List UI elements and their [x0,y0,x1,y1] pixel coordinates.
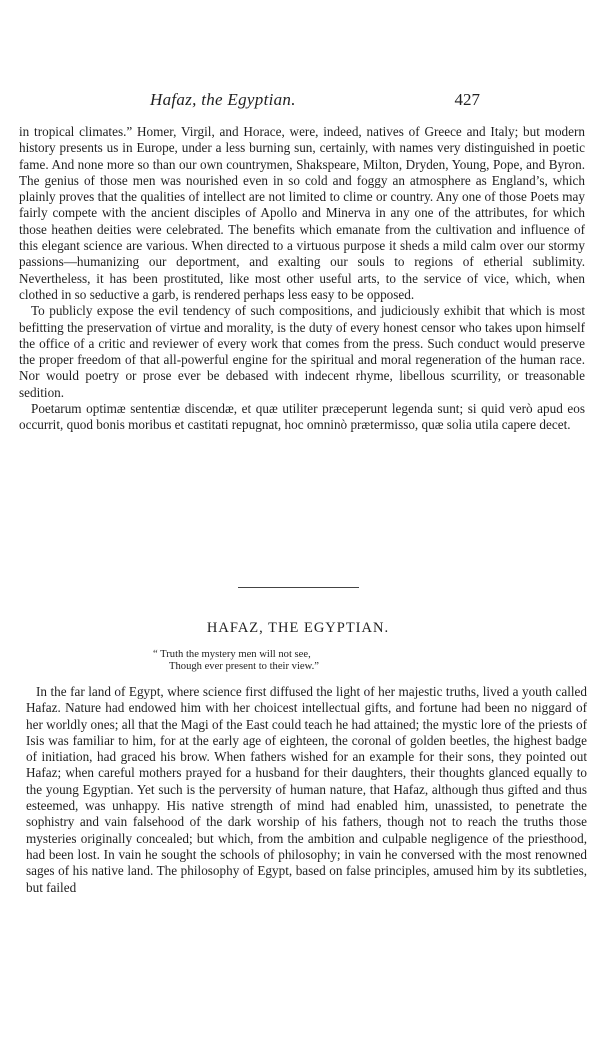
essay-text [19,124,585,434]
essay-paragraph: in tropical climates.” Homer, Virgil, and Horace, were, indeed, natives of Greece and Italy; but modern history presents us in Europe, under a less burning sun, certainly, with names very distinguished in poetic fame. And none more so than our own countrymen, Shakspeare, Milton, Dryden, Young, Pope, and Byron. The genius of those men was nourished even in so cold and foggy an atmosphere as England’s, which plainly proves that the qualities of intellect are not limited to clime or country. Any one of those Poets may fairly compete with the ancient disciples of Apollo and Minerva in any one of the attributes, for which those heathen deities were celebrated. The benefits which emanate from the cultivation and influence of this elegant science are various. When directed to a virtuous purpose it sheds a mild calm over our stormy passions—humanizing our deportment, and exalting our souls to regions of etherial sublimity. Nevertheless, it has been prostituted, like most other useful arts, to the service of vice, which, when clothed in so seductive a garb, is rendered perhaps less easy to be opposed. [19,124,585,302]
epigraph-line: Though ever present to their view.” [169,661,319,672]
latin-paragraph: Poetarum optimæ sententiæ discendæ, et quæ utiliter præceperunt legenda sunt; si quid verò apud eos occurrit, quod bonis moribus et castitati repugnat, hoc omninò prætermisso, quæ solia utila capere decet. [19,401,585,433]
story-paragraph: In the far land of Egypt, where science first diffused the light of her majestic truths, lived a youth called Hafaz. Nature had endowed him with her choicest intellectual gifts, and fortune had been no niggard of her worldly ones; all that the Magi of the East could teach he had attained; the mystic lore of the priests of Isis was familiar to him, for at the early age of eighteen, the coronal of golden beetles, the highest badge of initiation, had graced his brow. When fathers wished for an example for their sons, they pointed out Hafaz; when careful mothers prayed for a husband for their daughters, their thoughts glanced equally to the young Egyptian. Yet such is the perversity of human nature, that Hafaz, although thus gifted and thus esteemed, was unhappy. His native strength of mind had enabled him, unassisted, to penetrate the sophistry and vain falsehood of the dark worship of his fathers, though not to reach the truths those mysteries originally concealed; but which, from the ambition and culpable negligence of the priesthood, had been lost. In vain he sought the schools of philosophy; in vain he conversed with the most renowned sages of his native land. The philosophy of Egypt, based on false principles, amused him by its subtleties, but failed [26,684,587,895]
story-text [26,684,587,896]
essay-paragraph: To publicly expose the evil tendency of such compositions, and judiciously exhibit that which is most befitting the preservation of virtue and morality, is the duty of every honest censor who takes upon himself the office of a critic and reviewer of every work that comes from the press. Such conduct would preserve the proper freedom of that all-powerful engine for the spiritual and moral regeneration of the human race. Nor would poetry or prose ever be debased with indecent rhyme, libellous scurrility, or treasonable sedition. [19,303,585,400]
running-head [150,90,480,112]
epigraph [0,649,596,673]
page-number: 427 [454,90,480,109]
running-title: Hafaz, the Egyptian. [150,90,296,109]
story-title: HAFAZ, THE EGYPTIAN. [206,620,390,636]
section-divider [238,587,359,588]
epigraph-line: “ Truth the mystery men will not see, [153,649,311,660]
